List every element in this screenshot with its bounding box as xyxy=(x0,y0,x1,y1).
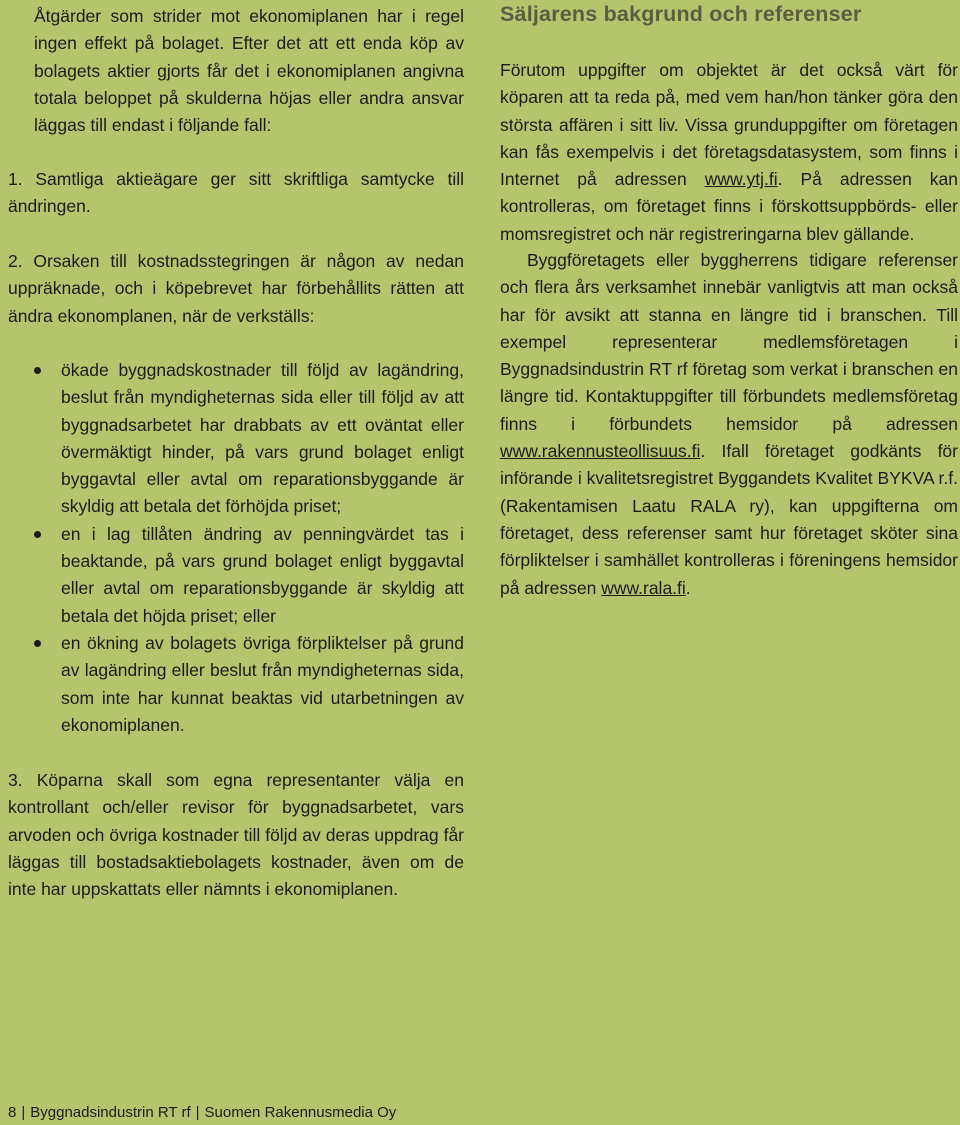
paragraph-text: Förutom uppgifter om objektet är det också värt för köparen att ta reda på, med vem han/hon tänker göra den största affären i sitt liv. Vissa grunduppgifter om företagen kan fås exempelvis i det företagsdatasystem, som finns i Internet på adressen xyxy=(500,60,958,190)
bullet-icon xyxy=(34,640,41,647)
bullet-text: en i lag tillåten ändring av penningvärdet tas i beaktande, på vars grund bolaget enligt byggavtal eller avtal om reparationsbyggande är skyldig att betala det höjda priset; eller xyxy=(61,523,464,626)
page-footer xyxy=(8,1102,396,1124)
bullet-item xyxy=(34,630,464,739)
paragraph-text: . xyxy=(685,577,691,598)
numbered-item-3: 3. Köparna skall som egna representanter välja en kontrollant och/eller revisor för byggnadsarbetet, vars arvoden och övriga kostnader till följd av deras uppdrag får läggas till bostadsaktiebolagets kostnader, även om de inte har uppskattats eller nämnts i ekonomiplanen. xyxy=(8,770,464,900)
paragraph-text: . På adressen kan kontrolleras, om företaget finns i förskottsuppbörds- eller momsregistret och när registreringarna blev gällande. xyxy=(500,169,959,244)
bullet-icon xyxy=(34,531,41,538)
rakennusteollisuus-link[interactable]: www.rakennusteollisuus.fi xyxy=(500,441,701,462)
paragraph-text: . Ifall företaget godkänts för införande i kvalitetsregistret Byggandets Kvalitet BYKVA r.f. (Rakentamisen Laatu RALA ry), kan uppgifterna om företaget, dess referenser samt hur företaget sköter sina förpliktelser i samhället kontrolleras i föreningens hemsidor på adressen xyxy=(500,441,958,598)
ytj-link[interactable]: www.ytj.fi xyxy=(704,169,778,190)
rala-link[interactable]: www.rala.fi xyxy=(601,577,686,598)
bullet-list xyxy=(34,357,464,739)
footer-separator: | xyxy=(21,1104,26,1121)
bullet-text: en ökning av bolagets övriga förpliktelser på grund av lagändring eller beslut från myndigheternas sida, som inte har kunnat beaktas vid utarbetningen av ekonomiplanen. xyxy=(61,632,464,735)
bullet-icon xyxy=(34,367,41,374)
bullet-text: ökade byggnadskostnader till följd av lagändring, beslut från myndigheternas sida eller till följd av att byggnadsarbetet har drabbats av ett oväntat eller övermäktigt hinder, på vars grund bolaget enligt byggavtal eller avtal om reparationsbyggande är skyldig att betala det förhöjda priset; xyxy=(61,360,464,517)
seller-info-paragraph xyxy=(500,57,958,248)
numbered-item-2: 2. Orsaken till kostnadsstegringen är någon av nedan uppräknade, och i köpebrevet har förbehållits rätten att ändra ekonomplanen, när de verkställs: xyxy=(8,251,464,326)
paragraph-text: Byggföretagets eller byggherrens tidigare referenser och flera års verksamhet innebär vanligtvis att man också har för avsikt att stanna en längre tid i branschen. Till exempel representerar medlemsföretagen i Byggnadsindustrin RT rf företag som verkat i branschen en längre tid. Kontaktuppgifter till förbundets medlemsföretag finns i förbundets hemsidor på adressen xyxy=(500,250,958,434)
bullet-item xyxy=(34,521,464,630)
footer-org-2: Suomen Rakennusmedia Oy xyxy=(204,1104,397,1121)
footer-org-1: Byggnadsindustrin RT rf xyxy=(30,1104,191,1121)
numbered-item-1: 1. Samtliga aktieägare ger sitt skriftliga samtycke till ändringen. xyxy=(8,169,464,217)
section-heading: Säljarens bakgrund och referenser xyxy=(500,2,862,26)
intro-paragraph: Åtgärder som strider mot ekonomiplanen har i regel ingen effekt på bolaget. Efter det att ett enda köp av bolagets aktier gjorts får det i ekonomiplanen angivna totala beloppet på skulderna höjas eller andra ansvar läggas till endast i följande fall: xyxy=(34,6,464,136)
bullet-item xyxy=(34,357,464,521)
footer-separator: | xyxy=(195,1104,200,1121)
page-number: 8 xyxy=(8,1104,17,1121)
references-paragraph xyxy=(500,247,958,602)
